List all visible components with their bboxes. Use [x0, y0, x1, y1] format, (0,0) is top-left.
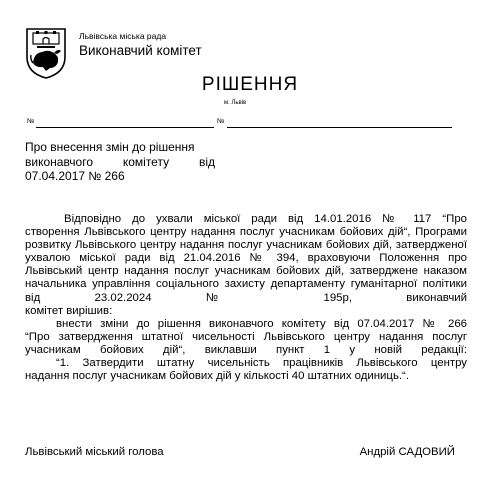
- subject-line: Про внесення змін до рішення: [25, 140, 195, 154]
- document-city: м. Львів: [224, 100, 247, 106]
- signatory-position: Львівський міський голова: [25, 446, 164, 458]
- document-subject: [25, 140, 215, 184]
- number-underline: [227, 127, 452, 128]
- document-title: РІШЕННЯ: [201, 74, 299, 95]
- document-body: [25, 213, 467, 383]
- signatory-name: Андрій САДОВИЙ: [359, 446, 455, 458]
- body-paragraph: створення Львівського центру надання послуг учасникам бойових дій“, Програми розвитку Львівського центру надання послуг учасникам бойових дій, затвердженої ухвалою міської ради від 21.04.2016 № 394, враховуючи Положення про Львівський центр надання послуг учасникам бойових дій, затверджене наказом начальника управління соціального захисту департаменту гуманітарної політики від 23.02.2024 № 195р, виконавчий: [25, 226, 467, 304]
- body-paragraph-line: Відповідно до ухвали міської ради від 14.01.2016 № 117 “Про: [64, 213, 467, 225]
- registration-line: [20, 118, 452, 130]
- body-paragraph-line: внести зміни до рішення виконавчого комітету від 07.04.2017 № 266: [56, 317, 467, 330]
- lviv-coat-of-arms-icon: [24, 27, 68, 79]
- body-paragraph: “Про затвердження штатної чисельності Львівського центру надання послуг учасникам бойових дій“, виклавши пункт 1 у новій редакції:: [25, 330, 467, 356]
- body-paragraph-line: “1. Затвердити штатну чисельність працівників Львівського центру: [56, 357, 467, 370]
- number-label: №: [217, 118, 225, 125]
- subject-line: 07.04.2017 № 266: [25, 169, 125, 183]
- committee-name: Виконавчий комітет: [79, 43, 202, 58]
- date-underline: [36, 127, 214, 128]
- date-label: №: [27, 118, 35, 125]
- body-paragraph-line: комітет вирішив:: [25, 304, 113, 317]
- subject-line: виконавчого комітету від: [25, 154, 215, 169]
- body-paragraph-line: надання послуг учасникам бойових дій у кількості 40 штатних одиниць.“.: [25, 370, 410, 383]
- council-name: Львівська міська рада: [79, 31, 167, 41]
